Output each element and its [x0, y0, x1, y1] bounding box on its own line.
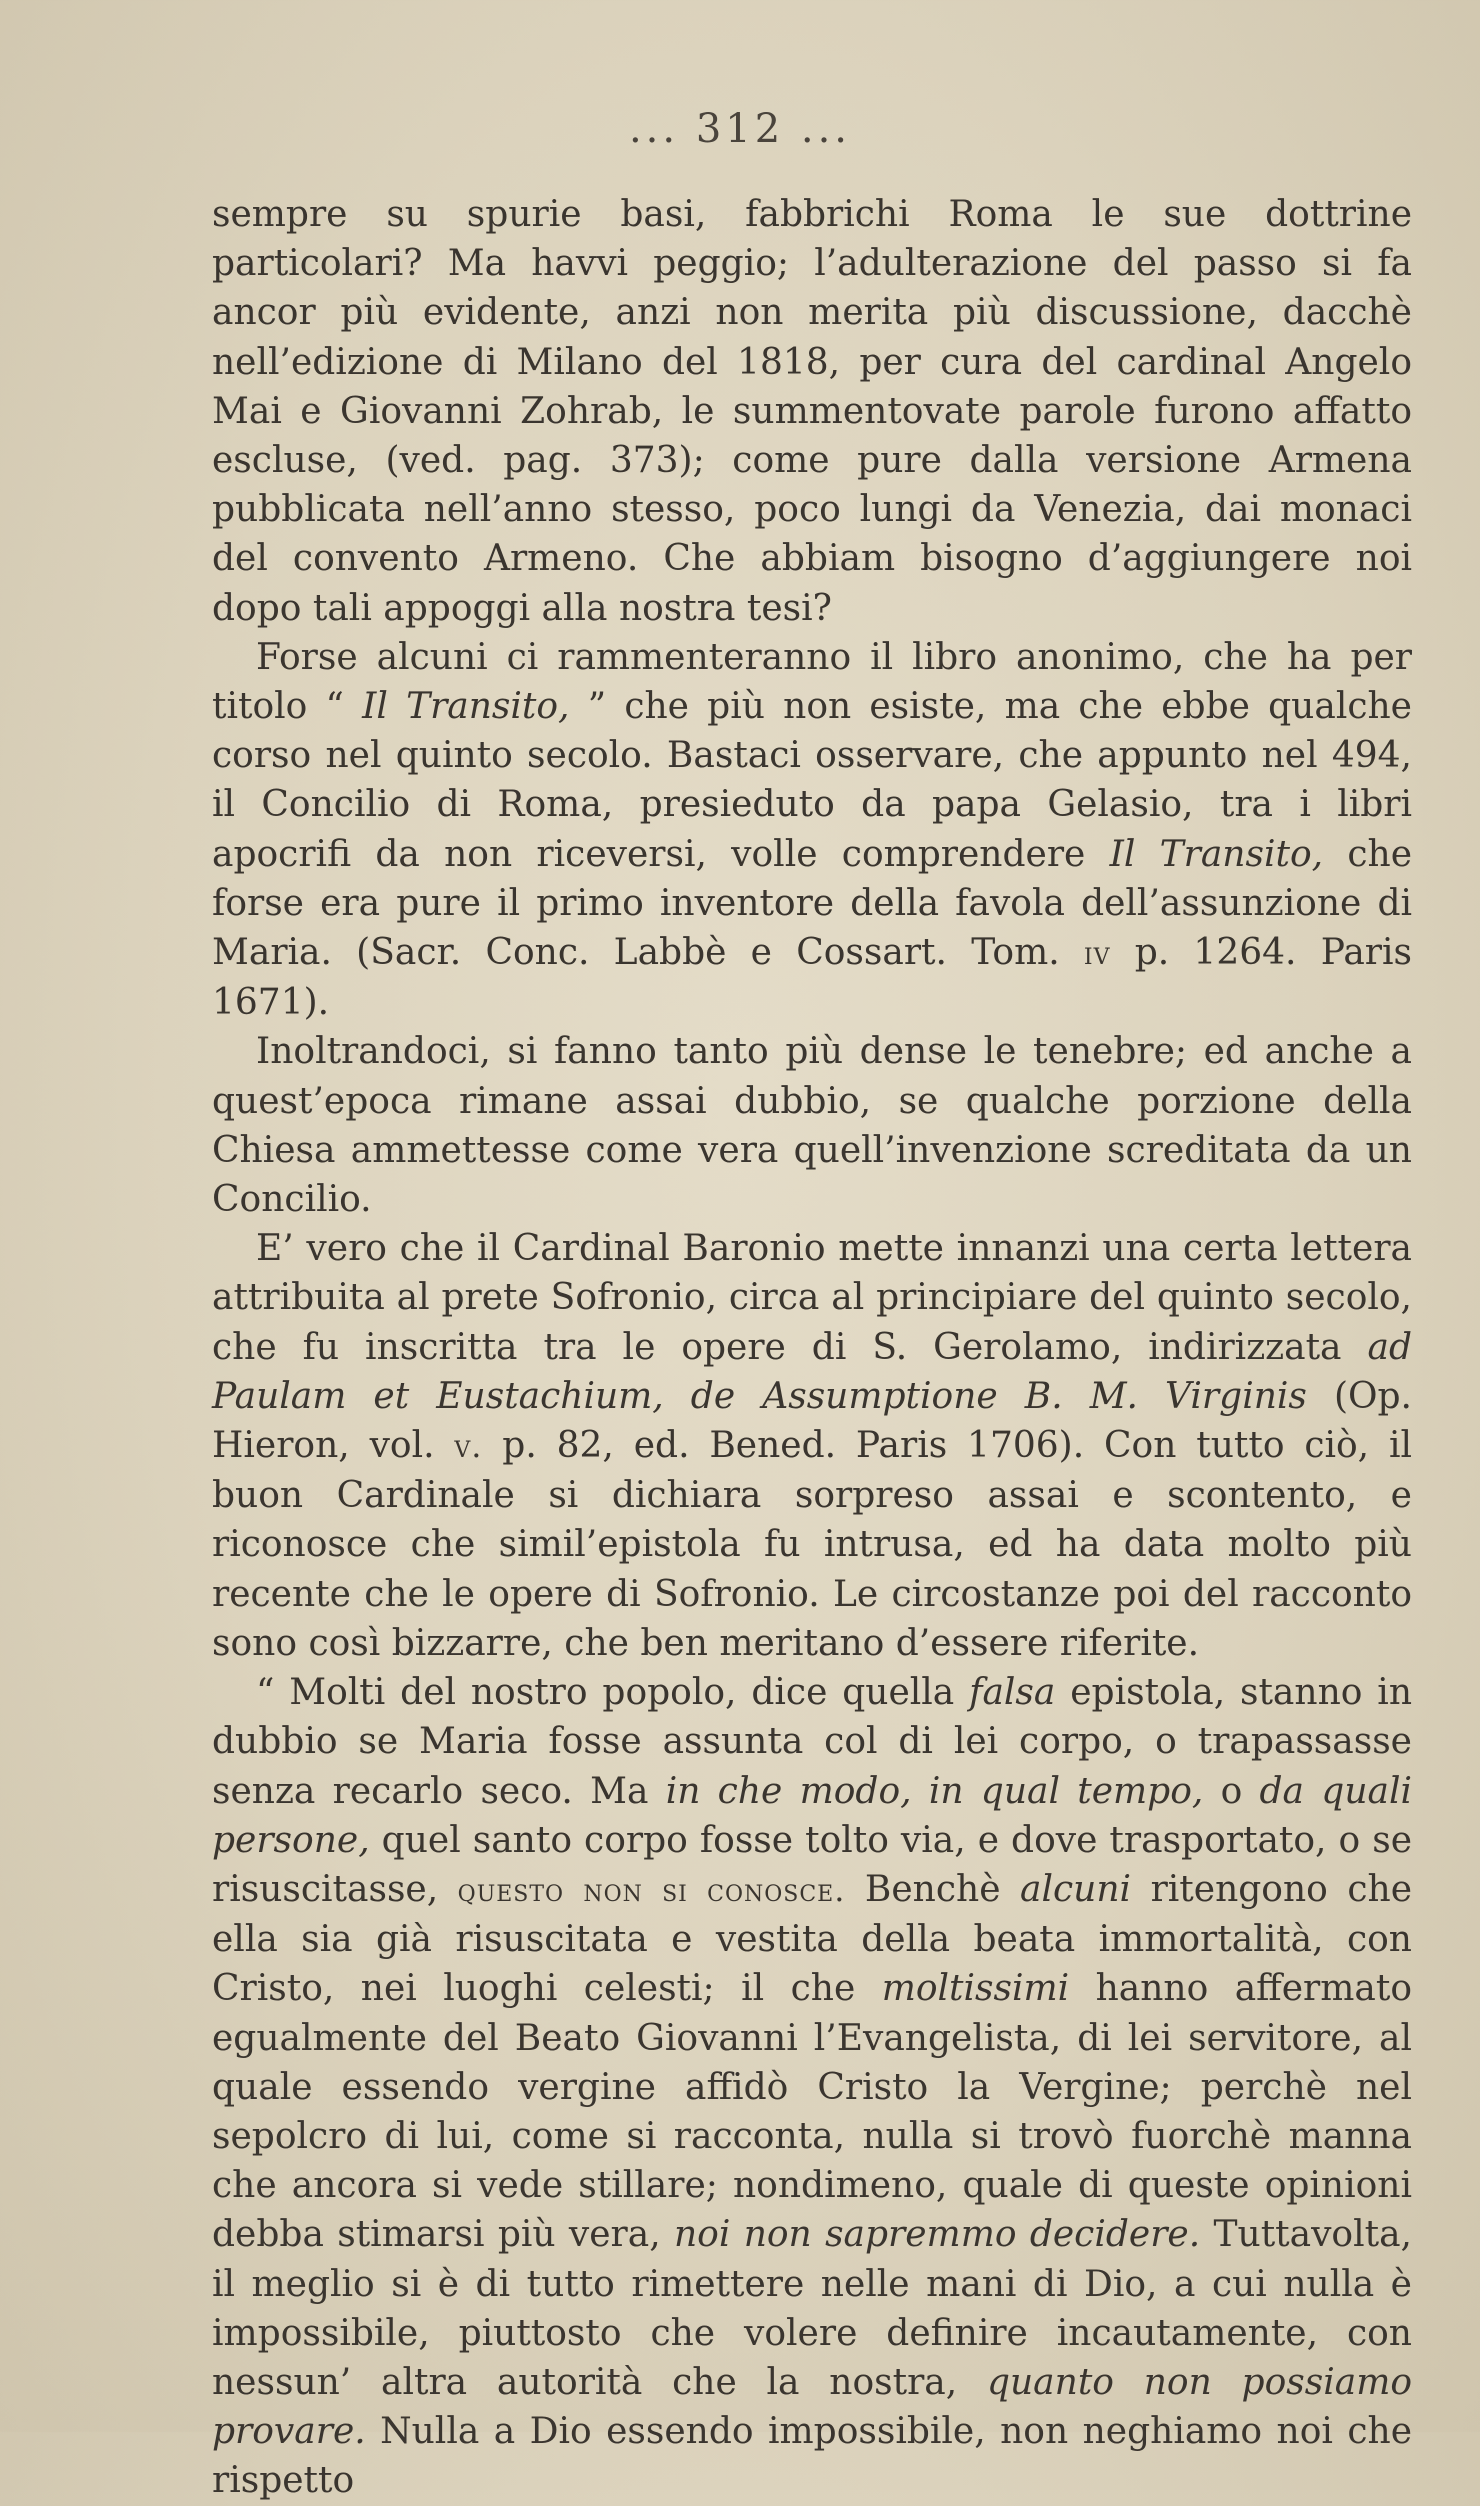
italic-run: alcuni — [1020, 1868, 1132, 1910]
italic-run: in che modo, in qual tempo, — [665, 1770, 1204, 1812]
text-run: Forse alcuni ci rammenteranno il libro anonimo, che ha per titolo “ — [212, 636, 1412, 728]
italic-run: Il Transito, — [362, 686, 570, 728]
text-run: che forse era pure il primo inventore della favola dell’assunzione di Maria. (Sacr. Conc. Labbè e Cossart. Tom. — [212, 833, 1412, 974]
italic-run: Il Transito, — [1109, 833, 1324, 875]
text-run: p. 1264. Paris 1671). — [212, 932, 1412, 1024]
text-run: (Op. Hieron, vol. — [212, 1375, 1412, 1467]
text-run: Nulla a Dio essendo impossibile, non neghiamo noi che rispetto — [212, 2411, 1412, 2502]
italic-run: quanto non possiamo provare. — [212, 2361, 1413, 2453]
text-run: hanno affermato egualmente del Beato Giovanni l’Evangelista, di lei servitore, al quale essendo vergine affidò Cristo la Vergine; perchè nel sepolcro di lui, come si racconta, nulla si trovò fuorchè manna che ancora si vede stillare; nondimeno, quale di queste opinioni debba stimarsi più vera, — [212, 1968, 1413, 2256]
text-run: p. 82, ed. Bened. Paris 1706). Con tutto ciò, il buon Cardinale si dichiara sorpreso assai e scontento, e riconosce che simil’epistola fu intrusa, ed ha data molto più recente che le opere di Sofronio. Le circostanze poi del racconto sono così bizzarre, che ben meritano d’essere riferite. — [212, 1425, 1412, 1664]
text-run: ritengono che ella sia già risuscitata e vestita della beata immortalità, con Cristo, nei luoghi celesti; il che — [212, 1868, 1412, 2010]
text-run: E’ vero che il Cardinal Baronio mette innanzi una certa lettera attribuita al prete Sofronio, circa al principiare del quinto secolo, che fu inscritta tra le opere di S. Gerolamo, indirizzata — [212, 1228, 1412, 1368]
small-caps-run: v. — [454, 1427, 483, 1466]
text-run: ” che più non esiste, ma che ebbe qualche corso nel quinto secolo. Bastaci osservare, che appunto nel 494, il Concilio di Roma, presieduto da papa Gelasio, tra i libri apocrifi da non riceversi, volle comprendere — [212, 686, 1412, 875]
italic-run: noi non sapremmo decidere. — [673, 2214, 1201, 2256]
paragraph-3 — [212, 1027, 1412, 1224]
paragraph-4 — [212, 1224, 1412, 1668]
paragraph-1 — [212, 190, 1412, 633]
text-run: Tuttavolta, il meglio si è di tutto rimettere nelle mani di Dio, a cui nulla è impossibile, piuttosto che volere definire incautamente, con nessun’ altra autorità che la nostra, — [212, 2214, 1412, 2403]
body-text — [212, 190, 1412, 2506]
italic-run: moltissimi — [881, 1968, 1070, 2010]
text-run: Inoltrandoci, si fanno tanto più dense le tenebre; ed anche a quest’epoca rimane assai dubbio, se qualche porzione della Chiesa ammettesse come vera quell’invenzione screditata da un Concilio. — [212, 1031, 1412, 1221]
italic-run: da quali persone, — [212, 1770, 1413, 1861]
italic-run: ad Paulam et Eustachium, de Assumptione B. M. Virginis — [212, 1326, 1412, 1417]
paragraph-2 — [212, 633, 1412, 1028]
text-run: epistola, stanno in dubbio se Maria fosse assunta col di lei corpo, o trapassasse senza recarlo seco. Ma — [212, 1672, 1412, 1812]
small-caps-run: questo non si conosce. — [457, 1870, 846, 1909]
text-run: Benchè — [845, 1868, 1021, 1910]
small-caps-run: iv — [1083, 934, 1111, 973]
text-run: o — [1203, 1770, 1260, 1812]
text-run: quel santo corpo fosse tolto via, e dove trasportato, o se risuscitasse, — [212, 1819, 1412, 1910]
text-run: sempre su spurie basi, fabbrichi Roma le sue dottrine particolari? Ma havvi peggio; l’adulterazione del passo si fa ancor più evidente, anzi non merita più discussione, dacchè nell’edizione di Milano del 1818, per cura del cardinal Angelo Mai e Giovanni Zohrab, le summentovate parole furono affatto escluse, (ved. pag. 373); come pure dalla versione Armena pubblicata nell’anno stesso, poco lungi da Venezia, dai monaci del convento Armeno. Che abbiam bisogno d’aggiungere noi dopo tali appoggi alla nostra tesi? — [212, 194, 1412, 629]
italic-run: falsa — [969, 1672, 1056, 1714]
text-run: “ Molti del nostro popolo, dice quella — [256, 1672, 970, 1714]
page-number: ... 312 ... — [628, 106, 852, 152]
paragraph-5 — [212, 1668, 1412, 2505]
